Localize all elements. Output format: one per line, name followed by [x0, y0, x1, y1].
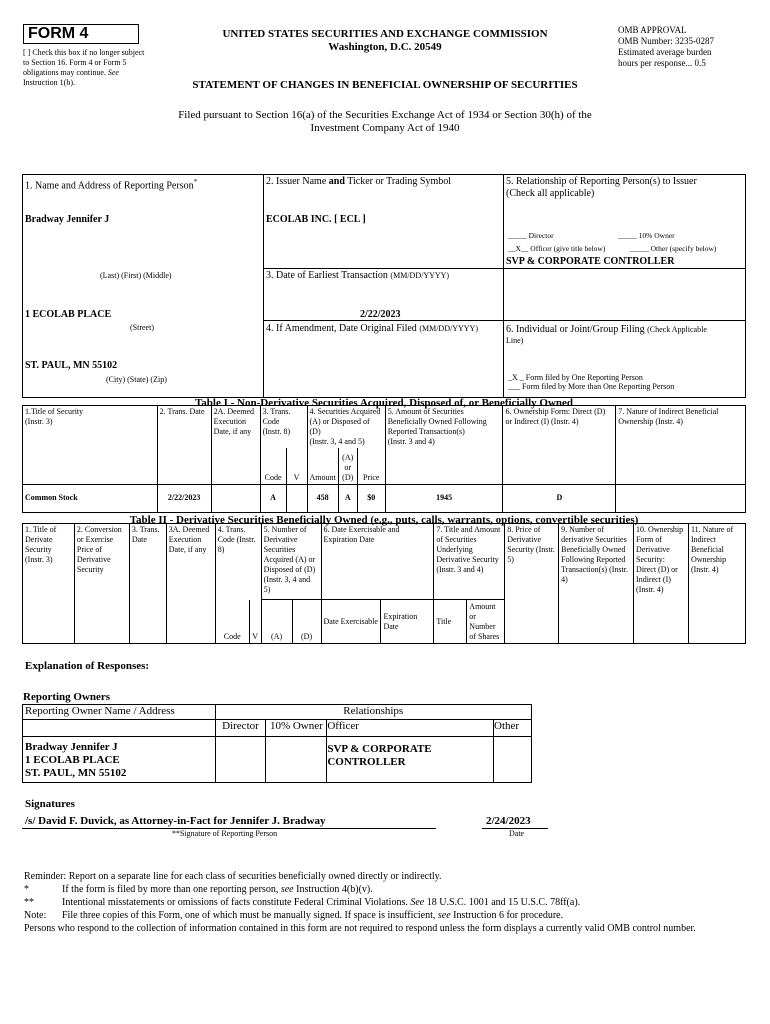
- reporting-person-street: 1 ECOLAB PLACE: [25, 309, 112, 320]
- t2-sub-d: (D): [292, 600, 321, 644]
- explanation-heading: Explanation of Responses:: [25, 660, 150, 672]
- t1-nature: [616, 484, 746, 512]
- t2-h3: 3. Trans. Date: [129, 524, 166, 644]
- t2-h3a: 3A. Deemed Execution Date, if any: [166, 524, 215, 644]
- issuer-name: ECOLAB INC. [ ECL ]: [266, 214, 366, 225]
- checkbox-text: [ ] Check this box if no longer subject to Section 16. Form 4 or Form 5 obligations may continue.: [23, 48, 145, 77]
- omb-line-1: OMB APPROVAL: [618, 25, 687, 35]
- signature-date: 2/24/2023: [486, 815, 531, 827]
- t2-sub-date-exercisable: Date Exercisable: [321, 600, 381, 644]
- form-filed-one: _X _ Form filed by One Reporting Person: [508, 373, 643, 382]
- t1-security: Common Stock: [23, 484, 158, 512]
- owners-col-name: Reporting Owner Name / Address: [23, 705, 216, 720]
- t1-h3: 3. Trans. Code (Instr. 8): [260, 406, 307, 449]
- t1-h4: 4. Securities Acquired (A) or Disposed of (D) (Instr. 3, 4 and 5): [307, 406, 385, 449]
- footer-note-mark: Note:: [24, 910, 47, 921]
- t1-h7: 7. Nature of Indirect Beneficial Ownership (Instr. 4): [616, 406, 746, 485]
- t2-sub-code: Code: [215, 600, 249, 644]
- owners-col-other: Other: [494, 720, 532, 737]
- t1-aord: A: [338, 484, 357, 512]
- signatures-heading: Signatures: [25, 798, 75, 810]
- t2-h6: 6. Date Exercisable and Expiration Date: [321, 524, 434, 600]
- t1-date: 2/22/2023: [157, 484, 211, 512]
- footer-note: File three copies of this Form, one of which must be manually signed. If space is insufficient, see Instruction 6 for procedure.: [62, 910, 564, 921]
- t2-h7: 7. Title and Amount of Securities Underlying Derivative Security (Instr. 3 and 4): [434, 524, 505, 600]
- t2-sub-title: Title: [434, 600, 467, 644]
- footer-star2: Intentional misstatements or omissions of facts constitute Federal Criminal Violations. See 18 U.S.C. 1001 and 15 U.S.C. 78ff(a).: [62, 897, 581, 908]
- footer-persons: Persons who respond to the collection of information contained in this form are not required to respond unless the form displays a currently valid OMB control number.: [24, 923, 696, 934]
- footer-reminder: Reminder: Report on a separate line for each class of securities beneficially owned directly or indirectly.: [24, 871, 442, 882]
- t1-sub-price: Price: [357, 448, 385, 484]
- t2-h2: 2. Conversion or Exercise Price of Derivative Security: [74, 524, 129, 644]
- date-label: Date: [509, 829, 525, 838]
- owners-col-director: Director: [215, 720, 266, 737]
- other-check: _____ Other (specify below): [630, 244, 717, 253]
- box1-label: 1. Name and Address of Reporting Person*: [25, 178, 198, 192]
- box4-label: 4. If Amendment, Date Original Filed (MM/DD/YYYY): [266, 323, 478, 334]
- omb-line-2: OMB Number: 3235-0287: [618, 36, 714, 46]
- t2-sub-expiration: Expiration Date: [381, 600, 434, 644]
- owner-address: Bradway Jennifer J 1 ECOLAB PLACE ST. PAUL, MN 55102: [23, 737, 216, 783]
- omb-line-4: hours per response... 0.5: [618, 58, 706, 68]
- filed-line-2: Investment Company Act of 1940: [310, 122, 460, 134]
- reporting-person-city: ST. PAUL, MN 55102: [25, 360, 118, 371]
- footer-star1-mark: *: [24, 884, 29, 895]
- t1-sub-v: V: [286, 448, 307, 484]
- t2-sub-amount: Amount or Number of Shares: [467, 600, 505, 644]
- t2-h9: 9. Number of derivative Securities Beneficially Owned Following Reported Transaction(s) (Instr. 4): [559, 524, 634, 644]
- table1: [22, 405, 746, 513]
- box3-label: 3. Date of Earliest Transaction (MM/DD/YYYY): [266, 270, 450, 281]
- table-row: [23, 484, 746, 512]
- owners-col-officer: Officer: [327, 720, 494, 737]
- checkbox-note: [23, 48, 151, 88]
- earliest-transaction-date: 2/22/2023: [360, 309, 401, 320]
- t1-h2a: 2A. Deemed Execution Date, if any: [211, 406, 260, 485]
- t2-h8: 8. Price of Derivative Security (Instr. 5): [505, 524, 559, 644]
- t1-deemed: [211, 484, 260, 512]
- reporting-person-name: Bradway Jennifer J: [25, 214, 110, 225]
- agency-name: UNITED STATES SECURITIES AND EXCHANGE COMMISSION: [222, 28, 548, 40]
- t2-h11: 11. Nature of Indirect Beneficial Ownership (Instr. 4): [688, 524, 745, 644]
- director-check: _____ Director: [508, 231, 554, 240]
- owners-relationships: Relationships: [215, 705, 532, 720]
- form-title: FORM 4: [23, 24, 139, 44]
- t2-sub-v: V: [249, 600, 261, 644]
- t1-code: A: [260, 484, 286, 512]
- t1-v: [286, 484, 307, 512]
- t2-sub-a: (A): [261, 600, 292, 644]
- t1-h6: 6. Ownership Form: Direct (D) or Indirect (I) (Instr. 4): [503, 406, 616, 485]
- table1-title: Table I - Non-Derivative Securities Acquired, Disposed of, or Beneficially Owned: [194, 397, 574, 409]
- t1-amount: 458: [307, 484, 338, 512]
- t1-sub-aord: (A) or (D): [338, 448, 357, 484]
- omb-approval: [618, 25, 758, 69]
- filed-line-1: Filed pursuant to Section 16(a) of the Securities Exchange Act of 1934 or Section 30(h) of the: [178, 109, 592, 121]
- reporting-owners-table: [22, 704, 532, 783]
- t1-sub-code: Code: [260, 448, 286, 484]
- table2-title: Table II - Derivative Securities Beneficially Owned (e.g., puts, calls, warrants, options, convertible securities): [129, 514, 639, 526]
- t1-h2: 2. Trans. Date: [157, 406, 211, 485]
- footer-star1: If the form is filed by more than one reporting person, see Instruction 4(b)(v).: [62, 884, 373, 895]
- checkbox-instruction: Instruction 1(b).: [23, 78, 75, 87]
- checkbox-see: See: [107, 68, 119, 77]
- ten-pct-owner-check: _____ 10% Owner: [618, 231, 675, 240]
- footer-star2-mark: **: [24, 897, 34, 908]
- t1-h1: 1.Title of Security (Instr. 3): [23, 406, 158, 485]
- box6-label: 6. Individual or Joint/Group Filing (Check Applicable Line): [506, 324, 707, 345]
- street-label: (Street): [130, 323, 154, 332]
- statement-title: STATEMENT OF CHANGES IN BENEFICIAL OWNERSHIP OF SECURITIES: [192, 79, 578, 91]
- signature-label: **Signature of Reporting Person: [172, 829, 278, 838]
- t2-h10: 10. Ownership Form of Derivative Security: Direct (D) or Indirect (I) (Instr. 4): [634, 524, 689, 644]
- owners-col-10pct: 10% Owner: [266, 720, 327, 737]
- owner-officer-title: SVP & CORPORATE CONTROLLER: [327, 737, 494, 783]
- box2-label: 2. Issuer Name and Ticker or Trading Symbol: [266, 176, 452, 187]
- table2: [22, 523, 746, 644]
- t2-h1: 1. Title of Derivate Security (Instr. 3): [23, 524, 75, 644]
- filed-pursuant: [100, 109, 670, 135]
- officer-title: SVP & CORPORATE CONTROLLER: [506, 256, 675, 267]
- t1-sub-amount: Amount: [307, 448, 338, 484]
- name-parts-label: (Last) (First) (Middle): [100, 271, 172, 280]
- agency-location: Washington, D.C. 20549: [328, 41, 442, 53]
- t1-h5: 5. Amount of Securities Beneficially Owned Following Reported Transaction(s) (Instr. 3 and 4): [385, 406, 503, 485]
- t2-h5: 5. Number of Derivative Securities Acquired (A) or Disposed of (D) (Instr. 3, 4 and 5): [261, 524, 321, 600]
- officer-check: __X__ Officer (give title below): [508, 244, 606, 253]
- table-row: [23, 737, 532, 783]
- reporting-owners-heading: Reporting Owners: [23, 691, 111, 703]
- signature-text: /s/ David F. Duvick, as Attorney-in-Fact for Jennifer J. Bradway: [25, 815, 326, 827]
- box5-label: 5. Relationship of Reporting Person(s) to Issuer (Check all applicable): [506, 176, 697, 199]
- t1-owned: 1945: [385, 484, 503, 512]
- t1-price: $0: [357, 484, 385, 512]
- form-filed-more: ___ Form filed by More than One Reporting Person: [508, 382, 675, 391]
- t2-h4: 4. Trans. Code (Instr. 8): [215, 524, 261, 600]
- t1-form: D: [503, 484, 616, 512]
- omb-line-3: Estimated average burden: [618, 47, 712, 57]
- city-label: (City) (State) (Zip): [106, 375, 167, 384]
